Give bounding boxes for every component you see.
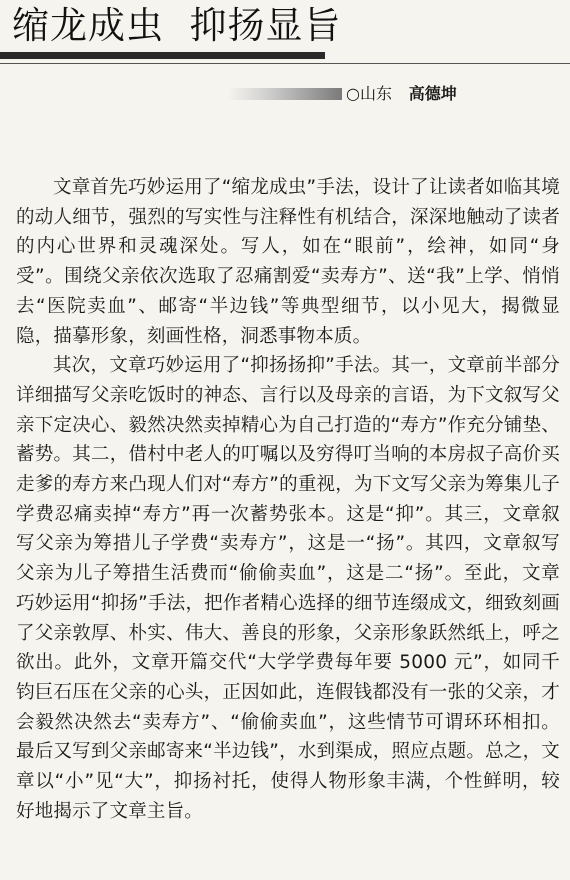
title-underline-bar: [0, 52, 325, 59]
byline: [346, 84, 457, 104]
article-body: [16, 173, 560, 826]
title-rule: [0, 63, 570, 64]
article-title: 缩龙成虫 抑扬显旨: [12, 4, 342, 47]
byline-gradient-bar: [228, 88, 342, 100]
paragraph-2: 其次，文章巧妙运用了“抑扬扬抑”手法。其一，文章前半部分详细描写父亲吃饭时的神态、言行以及母亲的言语，为下文叙写父亲下定决心、毅然决然卖掉精心为自己打造的“寿方”作充分铺垫、蓄势。其二，借村中老人的叮嘱以及穷得叮当响的本房叔子高价买走爹的寿方来凸现人们对“寿方”的重视，为下文写父亲为筹集儿子学费忍痛卖掉“寿方”再一次蓄势张本。这是“抑”。其三，文章叙写父亲为筹措儿子学费“卖寿方”，这是一“扬”。其四，文章叙写父亲为儿子筹措生活费而“偷偷卖血”，这是二“扬”。至此，文章巧妙运用“抑扬”手法，把作者精心选择的细节连缀成文，细致刻画了父亲敦厚、朴实、伟大、善良的形象，父亲形象跃然纸上，呼之欲出。此外，文章开篇交代“大学学费每年要 5000 元”，如同千钧巨石压在父亲的心头，正因如此，连假钱都没有一张的父亲，才会毅然决然去“卖寿方”、“偷偷卖血”，这些情节可谓环环相扣。最后又写到父亲邮寄来“半边钱”，水到渠成，照应点题。总之，文章以“小”见“大”，抑扬衬托，使得人物形象丰满，个性鲜明，较好地揭示了文章主旨。: [16, 355, 560, 822]
paragraph-1: 文章首先巧妙运用了“缩龙成虫”手法，设计了让读者如临其境的动人细节，强烈的写实性与注释性有机结合，深深地触动了读者的内心世界和灵魂深处。写人，如在“眼前”，绘神，如同“身受”。围绕父亲依次选取了忍痛割爱“卖寿方”、送“我”上学、悄悄去“医院卖血”、邮寄“半边钱”等典型细节，以小见大，揭微显隐，描摹形象，刻画性格，洞悉事物本质。: [16, 177, 560, 347]
byline-author: 高德坤: [408, 84, 457, 103]
byline-region: ○山东: [346, 84, 392, 103]
